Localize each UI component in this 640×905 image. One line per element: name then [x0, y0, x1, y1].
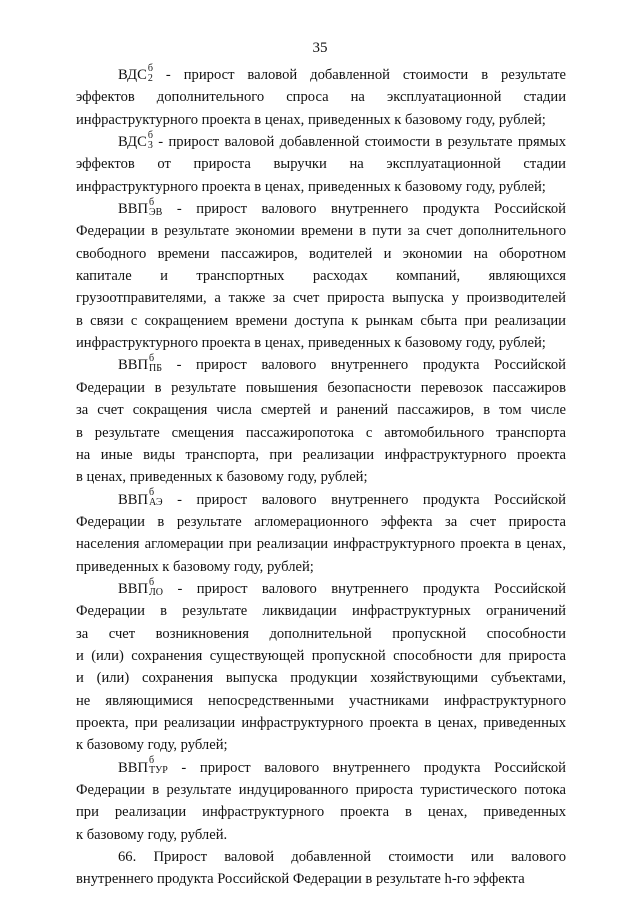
- symbol-superscript: б: [149, 353, 155, 365]
- symbol-scripts: [149, 578, 163, 598]
- symbol-scripts: [148, 131, 153, 151]
- line-text: - прирост валового внутреннего продукта Российской: [161, 357, 566, 374]
- text-line: и (или) сохранения существующей пропускной способности для прироста: [76, 647, 566, 664]
- formula-symbol: [118, 757, 168, 779]
- text-line: грузоотправителями, а также за счет прироста выпуска у производителей: [76, 290, 566, 307]
- formula-symbol: [118, 198, 162, 220]
- paragraph: [76, 131, 566, 198]
- symbol-scripts: [149, 354, 162, 374]
- text-line: внутреннего продукта Российской Федерации в результате h-го эффекта: [76, 871, 525, 888]
- document-body: [76, 64, 566, 891]
- symbol-subscript: ПБ: [149, 363, 162, 375]
- symbol-base: ВВП: [118, 580, 149, 597]
- text-line: инфраструктурного проекта в ценах, приведенных к базовому году, рублей;: [76, 111, 546, 128]
- symbol-subscript: АЭ: [149, 497, 163, 509]
- paragraph: [76, 354, 566, 488]
- symbol-base: ВВП: [118, 357, 149, 374]
- text-line: Федерации в результате экономии времени в пути за счет дополнительного: [76, 223, 566, 240]
- symbol-superscript: б: [149, 576, 155, 588]
- formula-symbol: [118, 489, 163, 511]
- symbol-base: ВВП: [118, 491, 149, 508]
- text-line: [76, 354, 566, 376]
- text-line: [76, 64, 566, 86]
- paragraph: [76, 489, 566, 578]
- paragraph: [76, 846, 566, 891]
- text-line: капитале и транспортных расходах компаний, являющихся: [76, 268, 566, 285]
- text-line: в ценах, приведенных к базовому году, рублей;: [76, 469, 368, 486]
- text-line: приведенных к базовому году, рублей;: [76, 558, 314, 575]
- text-line: за счет сокращения числа смертей и ранений пассажиров, в том числе: [76, 402, 566, 419]
- text-line: инфраструктурного проекта в ценах, приведенных к базовому году, рублей;: [76, 178, 546, 195]
- symbol-superscript: б: [147, 129, 153, 141]
- text-line: на иные виды транспорта, при реализации инфраструктурного проекта: [76, 446, 566, 463]
- text-line: эффектов дополнительного спроса на эксплуатационной стадии: [76, 89, 566, 106]
- page-number: 35: [312, 40, 328, 56]
- text-line: в результате смещения пассажиропотока с автомобильного транспорта: [76, 424, 566, 441]
- paragraph: [76, 198, 566, 354]
- symbol-superscript: б: [149, 487, 155, 499]
- symbol-superscript: б: [149, 196, 155, 208]
- text-line: за счет возникновения дополнительной пропускной способности: [76, 625, 566, 642]
- text-line: проекта, при реализации инфраструктурного проекта в ценах, приведенных: [76, 714, 566, 731]
- text-line: к базовому году, рублей.: [76, 826, 228, 843]
- symbol-subscript: 3: [147, 139, 153, 151]
- text-line: Федерации в результате ликвидации инфраструктурных ограничений: [76, 603, 566, 620]
- symbol-scripts: [149, 198, 162, 218]
- symbol-subscript: ТУР: [149, 765, 168, 777]
- text-line: [76, 578, 566, 600]
- symbol-superscript: б: [149, 755, 155, 767]
- text-line: [76, 757, 566, 779]
- line-text: - прирост валового внутреннего продукта Российской: [163, 580, 566, 597]
- text-line: не являющимися непосредственными участниками инфраструктурного: [76, 692, 566, 709]
- text-line: свободного времени пассажиров, водителей и экономии на оборотном: [76, 245, 566, 262]
- symbol-scripts: [149, 756, 168, 776]
- line-text: - прирост валовой добавленной стоимости в результате прямых: [152, 134, 566, 151]
- formula-symbol: [118, 578, 163, 600]
- text-line: при реализации инфраструктурного проекта в ценах, приведенных: [76, 804, 566, 821]
- symbol-base: ВВП: [118, 201, 149, 218]
- symbol-base: ВВП: [118, 759, 149, 776]
- line-text: - прирост валового внутреннего продукта Российской: [162, 491, 566, 508]
- text-line: в связи с сокращением времени доступа к рынкам сбыта при реализации: [76, 312, 566, 329]
- symbol-subscript: ЭВ: [149, 206, 163, 218]
- text-line: Федерации в результате индуцированного прироста туристического потока: [76, 782, 566, 798]
- line-text: - прирост валовой добавленной стоимости в результате: [152, 67, 566, 83]
- text-line: Федерации в результате повышения безопасности перевозок пассажиров: [76, 379, 566, 396]
- paragraph: [76, 578, 566, 757]
- symbol-base: ВДС: [118, 67, 147, 83]
- text-line: инфраструктурного проекта в ценах, приведенных к базовому году, рублей;: [76, 335, 546, 352]
- text-line: и (или) сохранения выпуска продукции хозяйствующими субъектами,: [76, 670, 566, 687]
- line-text: - прирост валового внутреннего продукта Российской: [167, 759, 566, 776]
- text-line: эффектов от прироста выручки на эксплуатационной стадии: [76, 156, 566, 173]
- symbol-superscript: б: [147, 62, 153, 74]
- text-line: населения агломерации при реализации инфраструктурного проекта в ценах,: [76, 536, 566, 553]
- formula-symbol: [118, 131, 153, 153]
- symbol-scripts: [148, 64, 153, 84]
- symbol-subscript: ЛО: [149, 586, 164, 598]
- text-line: 66. Прирост валовой добавленной стоимости или валового: [118, 849, 566, 866]
- text-line: [76, 198, 566, 220]
- paragraph: [76, 757, 566, 846]
- line-text: - прирост валового внутреннего продукта Российской: [162, 201, 566, 218]
- formula-symbol: [118, 64, 153, 86]
- symbol-scripts: [149, 488, 163, 508]
- symbol-subscript: 2: [147, 72, 153, 84]
- text-line: [76, 131, 566, 153]
- symbol-base: ВДС: [118, 134, 147, 151]
- text-line: [76, 489, 566, 511]
- formula-symbol: [118, 354, 162, 376]
- text-line: Федерации в результате агломерационного эффекта за счет прироста: [76, 513, 566, 530]
- paragraph: [76, 64, 566, 131]
- text-line: к базовому году, рублей;: [76, 737, 228, 754]
